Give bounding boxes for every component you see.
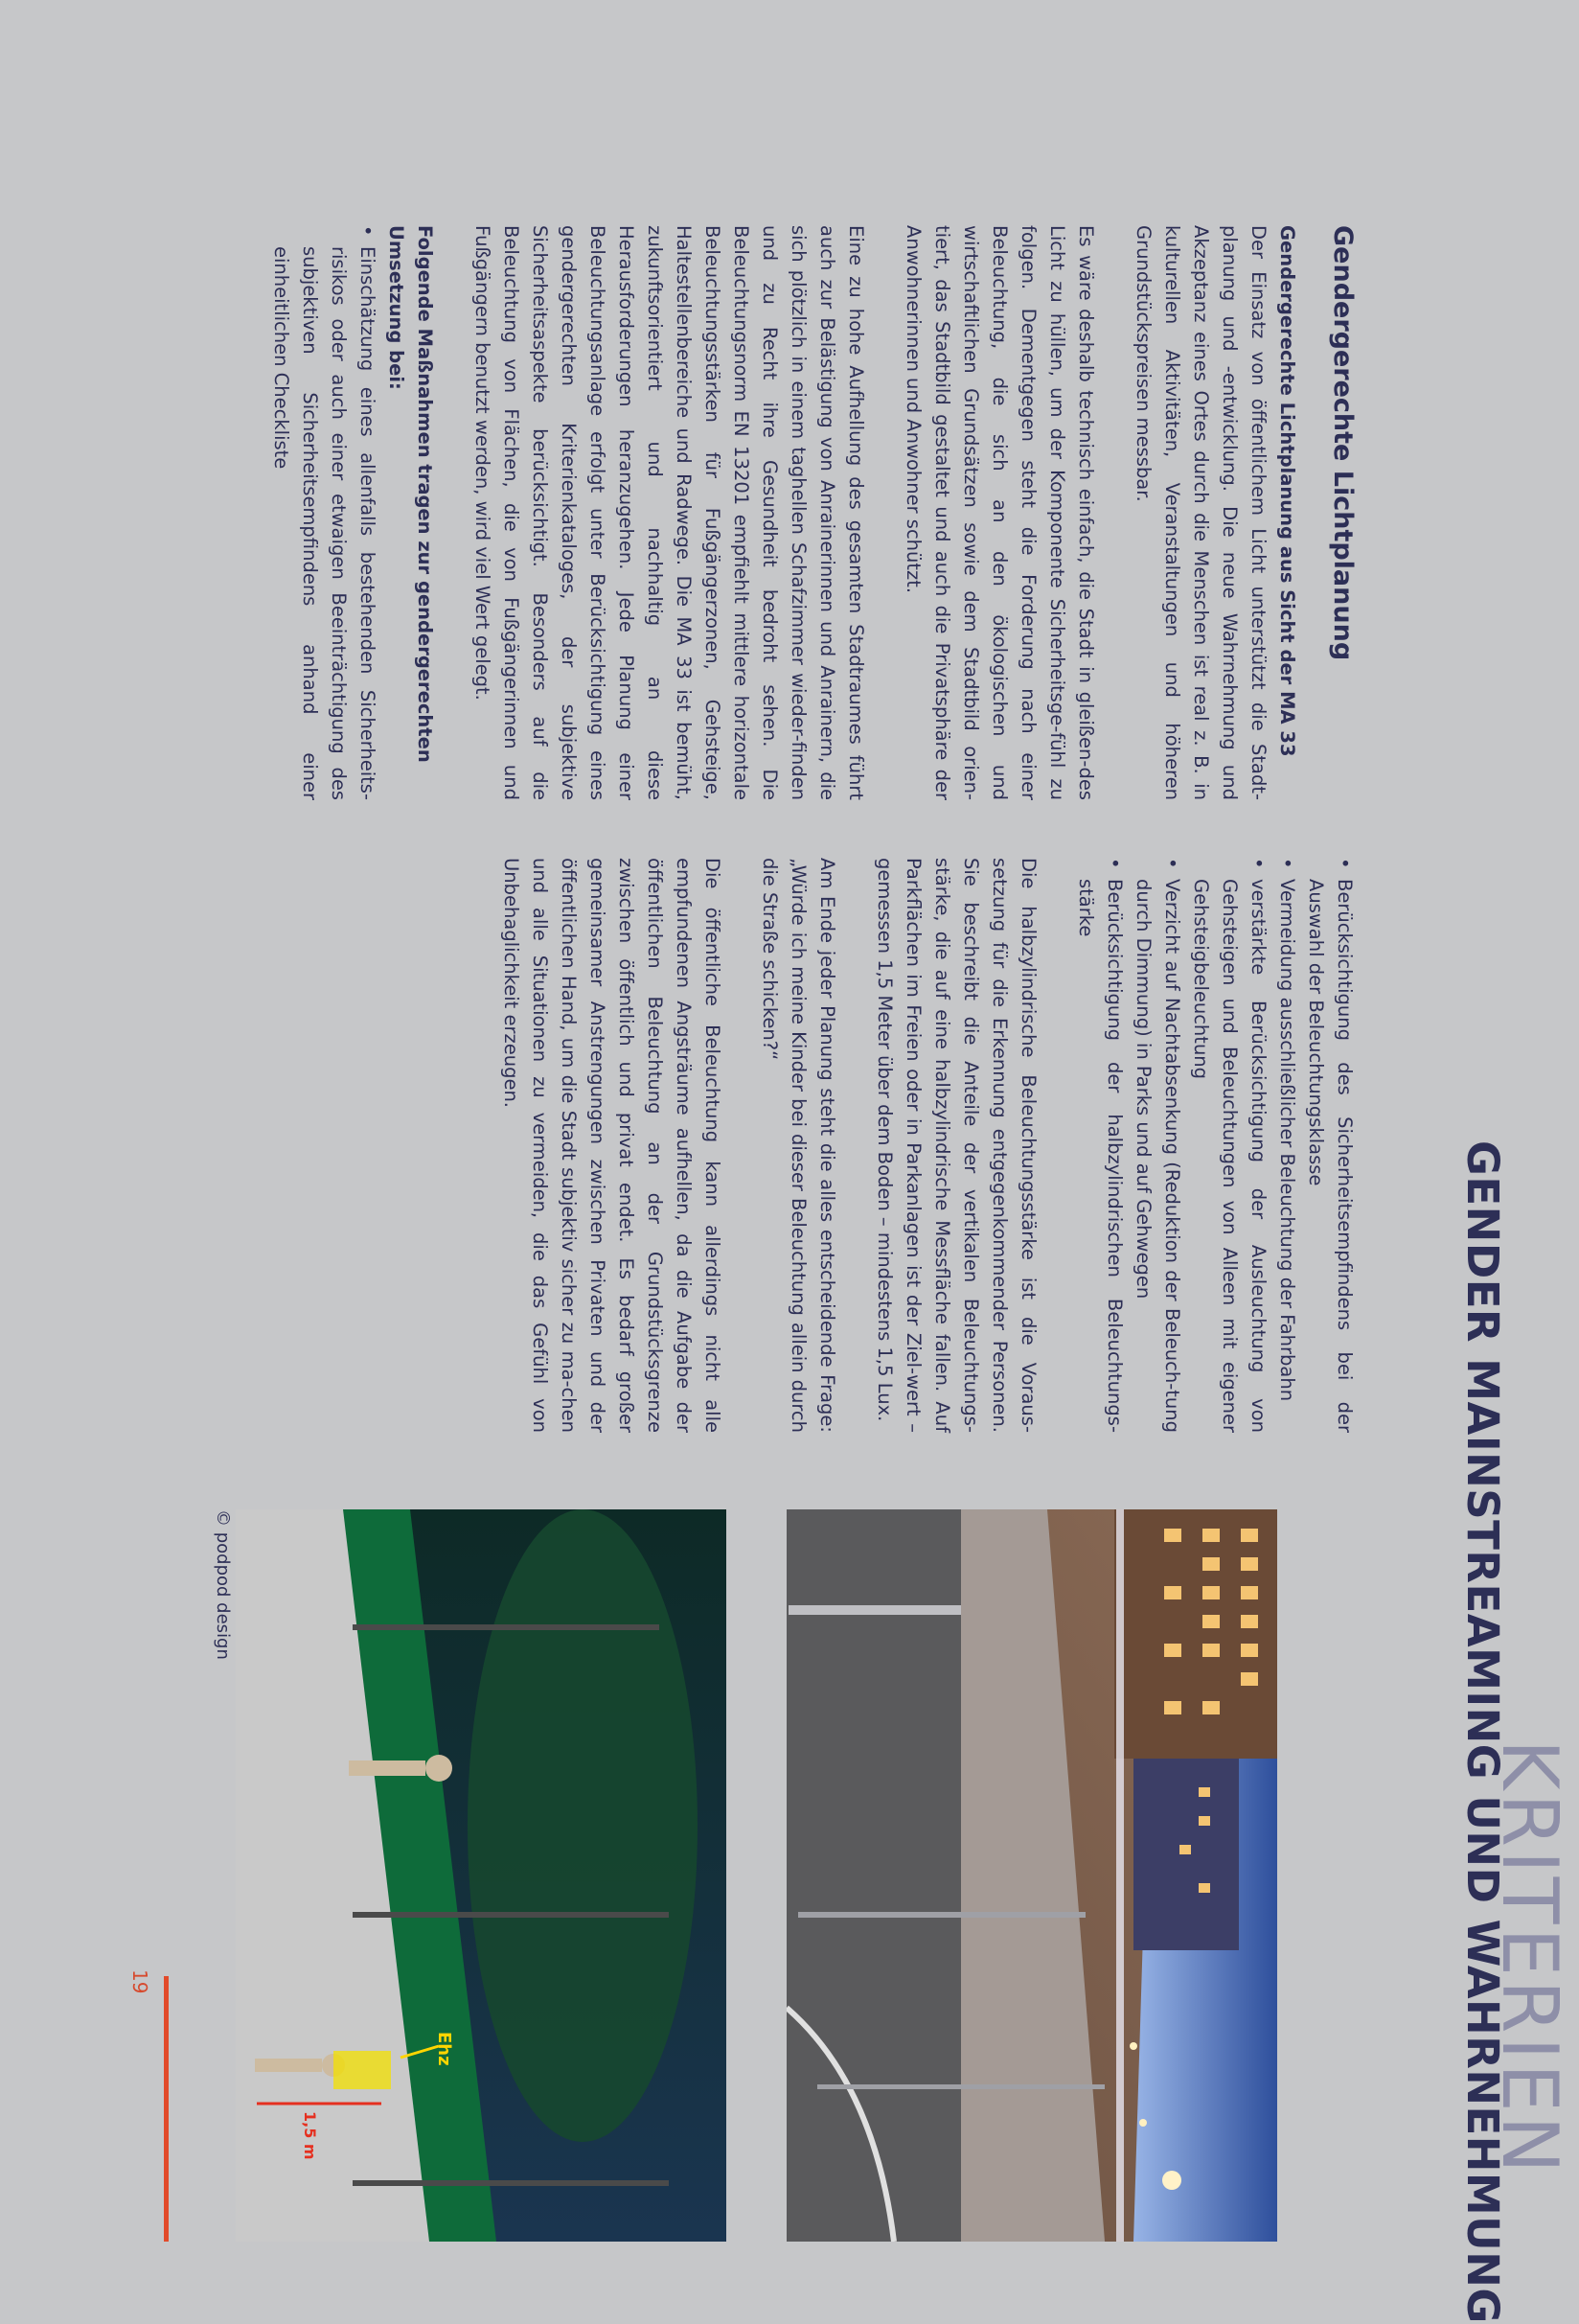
paragraph-5: Am Ende jeder Planung steht die alles entscheidende Frage: „Würde ich meine Kinder bei dieser Beleuchtung allein durch die Straße schicken?“	[759, 858, 838, 1433]
paragraph-intro	[1129, 225, 1301, 800]
text-column-left	[238, 225, 1359, 800]
label-ehz: Ehz	[434, 2032, 454, 2066]
photo-credit: © podpod design	[213, 1509, 233, 1660]
measures-list-continued	[1071, 858, 1359, 1433]
paragraph-6: Die öffentliche Beleuchtung kann allerdings nicht alle empfundenen Angsträume aufhellen, da die Aufgabe der öffentlichen Beleuchtung an der Grundstücksgrenze zwischen öffentlich und privat endet. Es bedarf großer gemeinsamer Anstrengungen zwischen Privaten und der öffentlichen Hand, um die Stadt subjektiv sicher zu ma-chen und alle Situationen zu vermeiden, die das Gefühl von Unbehaglichkeit erzeugen.	[500, 858, 723, 1433]
list-item: • verstärkte Berücksichtigung der Ausleuchtung von Gehsteigen und Beleuchtungen von Alleen mit eigener Gehsteigbeleuchtung	[1186, 858, 1272, 1433]
list-item: • Vermeidung ausschließlicher Beleuchtung der Fahrbahn	[1272, 858, 1301, 1433]
accent-line	[164, 1976, 169, 2242]
paragraph-1: Der Einsatz von öffentlichem Licht unterstützt die Stadt-planung und -entwicklung. Die neue Wahrnehmung und Akzeptanz eines Ortes durch die Menschen ist real z. B. in kulturellen Aktivitäten, Veranstaltungen und höheren Grundstückspreisen messbar.	[1133, 225, 1270, 800]
list-item: • Verzicht auf Nachtabsenkung (Reduktion der Beleuch-tung durch Dimmung) in Parks und auf Gehwegen	[1129, 858, 1186, 1433]
sub-title: Gendergerechte Lichtplanung aus Sicht der MA 33	[1276, 225, 1298, 757]
lighting-diagram-illustration	[236, 1509, 726, 2242]
paragraph-3: Eine zu hohe Aufhellung des gesamten Stadtraumes führt auch zur Belästigung von Anrainerinnen und Anrainern, die sich plötzlich in einem taghellen Schafzimmer wieder-finden und zu Recht ihre Gesundheit bedroht sehen. Die Beleuchtungsnorm EN 13201 empfiehlt mittlere horizontale Beleuchtungsstärken für Fußgängerzonen, Gehsteige, Haltestellenbereiche und Radwege. Die MA 33 ist bemüht, zukunftsorientiert und nachhaltig an diese Herausforderungen heranzugehen. Jede Planung einer Beleuchtungsanlage erfolgt unter Berücksichtigung eines gendergerechten Kriterienkataloges, der subjektive Sicherheitsaspekte berücksichtigt. Besonders auf die Beleuchtung von Flächen, die von Fußgängerinnen und Fußgängern benutzt werden, wird viel Wert gelegt.	[471, 225, 867, 800]
paragraph-4: Die halbzylindrische Beleuchtungsstärke ist die Voraus-setzung für die Erkennung entgegenkommender Personen. Sie beschreibt die Anteile der vertikalen Beleuchtungs-stärke, die auf eine halbzylindrische Messfläche fallen. Auf Parkflächen im Freien oder in Parkanlagen ist der Ziel-wert – gemessen 1,5 Meter über dem Boden – mindestens 1,5 Lux.	[874, 858, 1040, 1433]
section-title: Gendergerechte Lichtplanung	[1328, 225, 1358, 661]
measures-title: Folgende Maßnahmen tragen zur gendergerechten Umsetzung bei:	[385, 225, 436, 763]
list-item: • Einschätzung eines allenfalls bestehenden Sicherheits-risikos oder auch einer etwaigen Beeinträchtigung des subjektiven Sicherheitsempfindens anhand einer einheitlichen Checkliste	[266, 225, 381, 800]
list-item: • Berücksichtigung des Sicherheitsempfindens bei der Auswahl der Beleuchtungsklasse	[1301, 858, 1359, 1433]
photo-street-evening	[787, 1509, 1277, 2242]
header-gender-mainstreaming: GENDER MAINSTREAMING UND WAHRNEHMUNG	[1457, 1140, 1508, 2324]
measures-list	[266, 225, 381, 800]
page-number: 19	[128, 1969, 151, 1994]
diagram-lighting-figures	[236, 1509, 726, 2242]
photo-street-illustration	[787, 1509, 1277, 2242]
label-height: 1,5 m	[301, 2111, 319, 2160]
paragraph-2: Es wäre deshalb technisch einfach, die Stadt in gleißen-des Licht zu hüllen, um der Komponente Sicherheitsge-fühl zu folgen. Dementgegen steht die Forderung nach einer Beleuchtung, die sich an den ökologischen und wirtschaftlichen Grundsätzen sowie dem Stadtbild orien-tiert, das Stadtbild gestaltet und auch die Privatsphäre der Anwohnerinnen und Anwohner schützt.	[903, 225, 1097, 800]
list-item: • Berücksichtigung der halbzylindrischen Beleuchtungs-stärke	[1071, 858, 1129, 1433]
text-column-right	[468, 858, 1359, 1433]
header-kriterien: KRITERIEN	[1485, 1739, 1574, 2177]
